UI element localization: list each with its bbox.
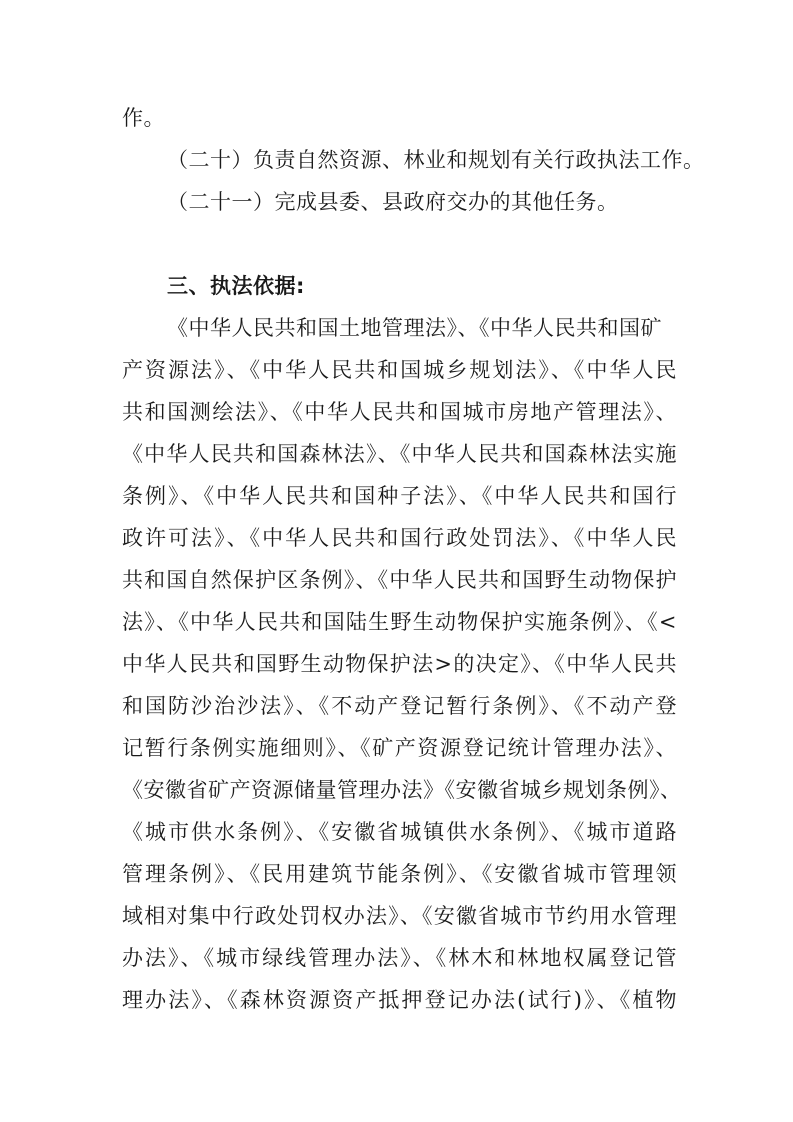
paragraph-line: 政许可法》、《中华人民共和国行政处罚法》、《中华人民 [122, 526, 677, 550]
paragraph-line: 记暂行条例实施细则》、《矿产资源登记统计管理办法》、 [122, 736, 677, 760]
paragraph-line: 《中华人民共和国土地管理法》、《中华人民共和国矿 [167, 316, 662, 340]
paragraph-line: 共和国测绘法》、《中华人民共和国城市房地产管理法》、 [122, 400, 677, 424]
paragraph-line: 《安徽省矿产资源储量管理办法》《安徽省城乡规划条例》、 [122, 778, 682, 802]
duty-item-20: （二十）负责自然资源、林业和规划有关行政执法工作。 [167, 148, 705, 172]
paragraph-line: 理办法》、《森林资源资产抵押登记办法(试行)》、《植物 [122, 988, 677, 1012]
paragraph-line: 《城市供水条例》、《安徽省城镇供水条例》、《城市道路 [122, 820, 677, 844]
section-heading: 三、执法依据: [167, 274, 305, 298]
paragraph-line: 中华人民共和国野生动物保护法>的决定》、《中华人民共 [122, 652, 677, 676]
duty-item-21: （二十一）完成县委、县政府交办的其他任务。 [167, 190, 619, 214]
paragraph-line: 办法》、《城市绿线管理办法》、《林木和林地权属登记管 [122, 946, 677, 970]
paragraph-line: 产资源法》、《中华人民共和国城乡规划法》、《中华人民 [122, 358, 677, 382]
paragraph-line: 条例》、《中华人民共和国种子法》、《中华人民共和国行 [122, 484, 677, 508]
paragraph-line: 法》、《中华人民共和国陆生野生动物保护实施条例》、《< [122, 610, 677, 634]
paragraph-line: 管理条例》、《民用建筑节能条例》、《安徽省城市管理领 [122, 862, 677, 886]
paragraph-line: 域相对集中行政处罚权办法》、《安徽省城市节约用水管理 [122, 904, 677, 928]
paragraph-line: 《中华人民共和国森林法》、《中华人民共和国森林法实施 [122, 442, 677, 466]
paragraph-line: 共和国自然保护区条例》、《中华人民共和国野生动物保护 [122, 568, 677, 592]
paragraph-line: 和国防沙治沙法》、《不动产登记暂行条例》、《不动产登 [122, 694, 677, 718]
text-line-continuation: 作。 [122, 106, 165, 130]
